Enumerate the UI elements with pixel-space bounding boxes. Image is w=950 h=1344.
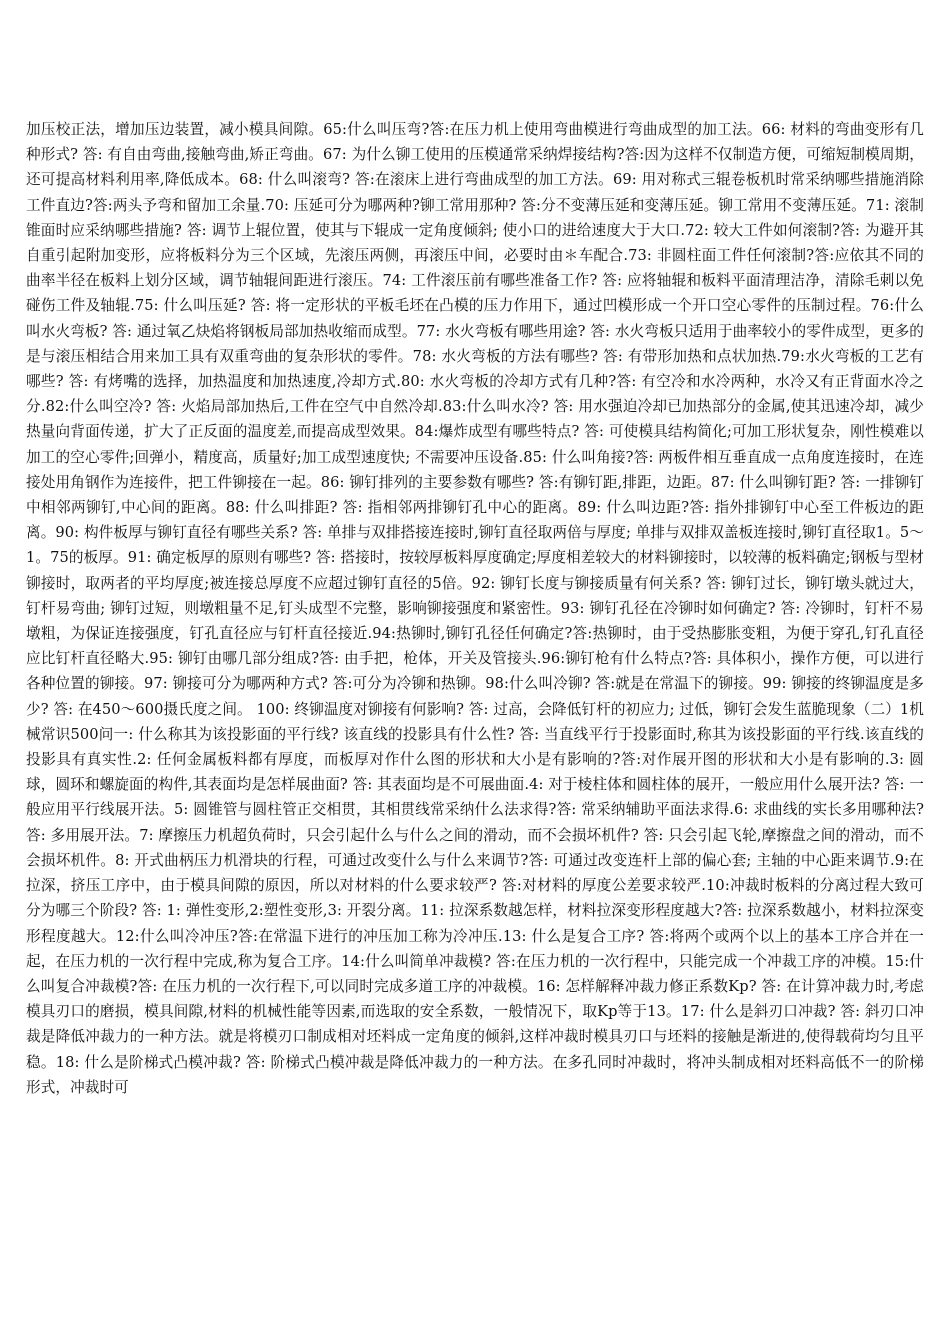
body-paragraph: 加压校正法，增加压边装置，减小模具间隙。65:什么叫压弯?答:在压力机上使用弯曲模进行弯曲成型的加工法。66: 材料的弯曲变形有几种形式? 答: 有自由弯曲,接触弯曲,矫正弯曲。67: 为什么铆工使用的压模通常采纳焊接结构?答:因为这样不仅制造方便，可缩短制模周期，还可提高材料利用率,降低成本。68: 什么叫滚弯? 答:在滚床上进行弯曲成型的加工方法。69: 用对称式三辊卷板机时常采纳哪些措施消除工件直边?答:两头予弯和留加工余量.70: 压延可分为哪两种?铆工常用那种? 答:分不变薄压延和变薄压延。铆工常用不变薄压延。71: 滚制锥面时应采纳哪些措施? 答: 调节上辊位置，使其与下辊成一定角度倾斜; 使小口的进给速度大于大口.72: 较大工件如何滚制?答: 为避开其自重引起附加变形，应将板料分为三个区域，先滚压两侧，再滚压中间，必要时由＊车配合.73: 非圆柱面工件任何滚制?答:应依其不同的曲率半径在板料上划分区域，调节轴辊间距进行滚压。74: 工件滚压前有哪些准备工作? 答: 应将轴辊和板料平面清理洁净，清除毛刺以免碰伤工件及轴辊.75: 什么叫压延? 答: 将一定形状的平板毛坯在凸模的压力作用下，通过凹模形成一个开口空心零件的压制过程。76:什么叫水火弯板? 答: 通过氧乙炔焰将钢板局部加热收缩而成型。77: 水火弯板有哪些用途? 答: 水火弯板只适用于曲率较小的零件成型，更多的是与滚压相结合用来加工具有双重弯曲的复杂形状的零件。78: 水火弯板的方法有哪些? 答: 有带形加热和点状加热.79:水火弯板的工艺有哪些? 答: 有烤嘴的选择，加热温度和加热速度,冷却方式.80: 水火弯板的冷却方式有几种?答: 有空冷和水冷两种，水冷又有正背面水冷之分.82:什么叫空冷? 答: 火焰局部加热后,工件在空气中自然冷却.83:什么叫水冷? 答: 用水强迫冷却已加热部分的金属,使其迅速冷却，减少热量向背面传递，扩大了正反面的温度差,而提高成型效果。84:爆炸成型有哪些特点? 答: 可使模具结构简化;可加工形状复杂，刚性模难以加工的空心零件;回弹小，精度高，质量好;加工成型速度快; 不需要冲压设备.85: 什么叫角接?答: 两板件相互垂直成一点角度连接时，在连接处用角钢作为连接件，把工件铆接在一起。86: 铆钉排列的主要参数有哪些? 答:有铆钉距,排距，边距。87: 什么叫铆钉距? 答: 一排铆钉中相邻两铆钉,中心间的距离。88: 什么叫排距? 答: 指相邻两排铆钉孔中心的距离。89: 什么叫边距?答: 指外排铆钉中心至工件板边的距离。90: 构件板厚与铆钉直径有哪些关系? 答: 单排与双排搭接连接时,铆钉直径取两倍与厚度; 单排与双排双盖板连接时,铆钉直径取1。5～1。75的板厚。91: 确定板厚的原则有哪些? 答: 搭接时，按较厚板料厚度确定;厚度相差较大的材料铆接时，以较薄的板料确定;钢板与型材铆接时，取两者的平均厚度;被连接总厚度不应超过铆钉直径的5倍。92: 铆钉长度与铆接质量有何关系? 答: 铆钉过长，铆钉墩头就过大，钉杆易弯曲; 铆钉过短，则墩粗量不足,钉头成型不完整，影响铆接强度和紧密性。93: 铆钉孔径在冷铆时如何确定? 答: 冷铆时，钉杆不易墩粗，为保证连接强度，钉孔直径应与钉杆直径接近.94:热铆时,铆钉孔径任何确定?答:热铆时，由于受热膨胀变粗，为便于穿孔,钉孔直径应比钉杆直径略大.95: 铆钉由哪几部分组成?答: 由手把，枪体，开关及管接头.96:铆钉枪有什么特点?答: 具体积小，操作方便，可以进行各种位置的铆接。97: 铆接可分为哪两种方式? 答:可分为冷铆和热铆。98:什么叫冷铆? 答:就是在常温下的铆接。99: 铆接的终铆温度是多少? 答: 在450～600摄氏度之间。 100: 终铆温度对铆接有何影响? 答: 过高，会降低钉杆的初应力; 过低，铆钉会发生蓝脆现象（二）1机械常识500问一: 什么称其为该投影面的平行线? 该直线的投影具有什么性? 答: 当直线平行于投影面时,称其为该投影面的平行线.该直线的投影具有真实性.2: 任何金属板料都有厚度，而板厚对作什么图的形状和大小是有影响的?答:对作展开图的形状和大小是有影响的.3: 圆球，圆环和螺旋面的构件,其表面均是怎样展曲面? 答: 其表面均是不可展曲面.4: 对于棱柱体和圆柱体的展开，一般应用什么展开法? 答: 一般应用平行线展开法。5: 圆锥管与圆柱管正交相贯，其相贯线常采纳什么法求得?答: 常采纳辅助平面法求得.6: 求曲线的实长多用哪种法? 答: 多用展开法。7: 摩擦压力机超负荷时，只会引起什么与什么之间的滑动，而不会损坏机件? 答: 只会引起飞轮,摩擦盘之间的滑动，而不会损坏机件。8: 开式曲柄压力机滑块的行程，可通过改变什么与什么来调节?答: 可通过改变连杆上部的偏心套; 主轴的中心距来调节.9:在拉深，挤压工序中，由于模具间隙的原因，所以对材料的什么要求较严? 答:对材料的厚度公差要求较严.10:冲裁时板料的分离过程大致可分为哪三个阶段? 答: 1: 弹性变形,2:塑性变形,3: 开裂分离。11: 拉深系数越怎样，材料拉深变形程度越大?答: 拉深系数越小，材料拉深变形程度越大。12:什么叫冷冲压?答:在常温下进行的冲压加工称为冷冲压.13: 什么是复合工序? 答:将两个或两个以上的基本工序合并在一起，在压力机的一次行程中完成,称为复合工序。14:什么叫简单冲裁模? 答:在压力机的一次行程中，只能完成一个冲裁工序的冲模。15:什么叫复合冲裁模?答: 在压力机的一次行程下,可以同时完成多道工序的冲裁模。16: 怎样解释冲裁力修正系数Kp? 答: 在计算冲裁力时,考虑模具刃口的磨损，模具间隙,材料的机械性能等因素,而选取的安全系数，一般情况下，取Kp等于13。17: 什么是斜刃口冲裁? 答: 斜刃口冲裁是降低冲裁力的一种方法。就是将模刃口制成相对坯料成一定角度的倾斜,这样冲裁时模具刃口与坯料的接触是渐进的,使得载荷均匀且平稳。18: 什么是阶梯式凸模冲裁? 答: 阶梯式凸模冲裁是降低冲裁力的一种方法。在多孔同时冲裁时，将冲头制成相对坯料高低不一的阶梯形式，冲裁时可 — [26, 121, 924, 1096]
document-body — [26, 117, 924, 1332]
